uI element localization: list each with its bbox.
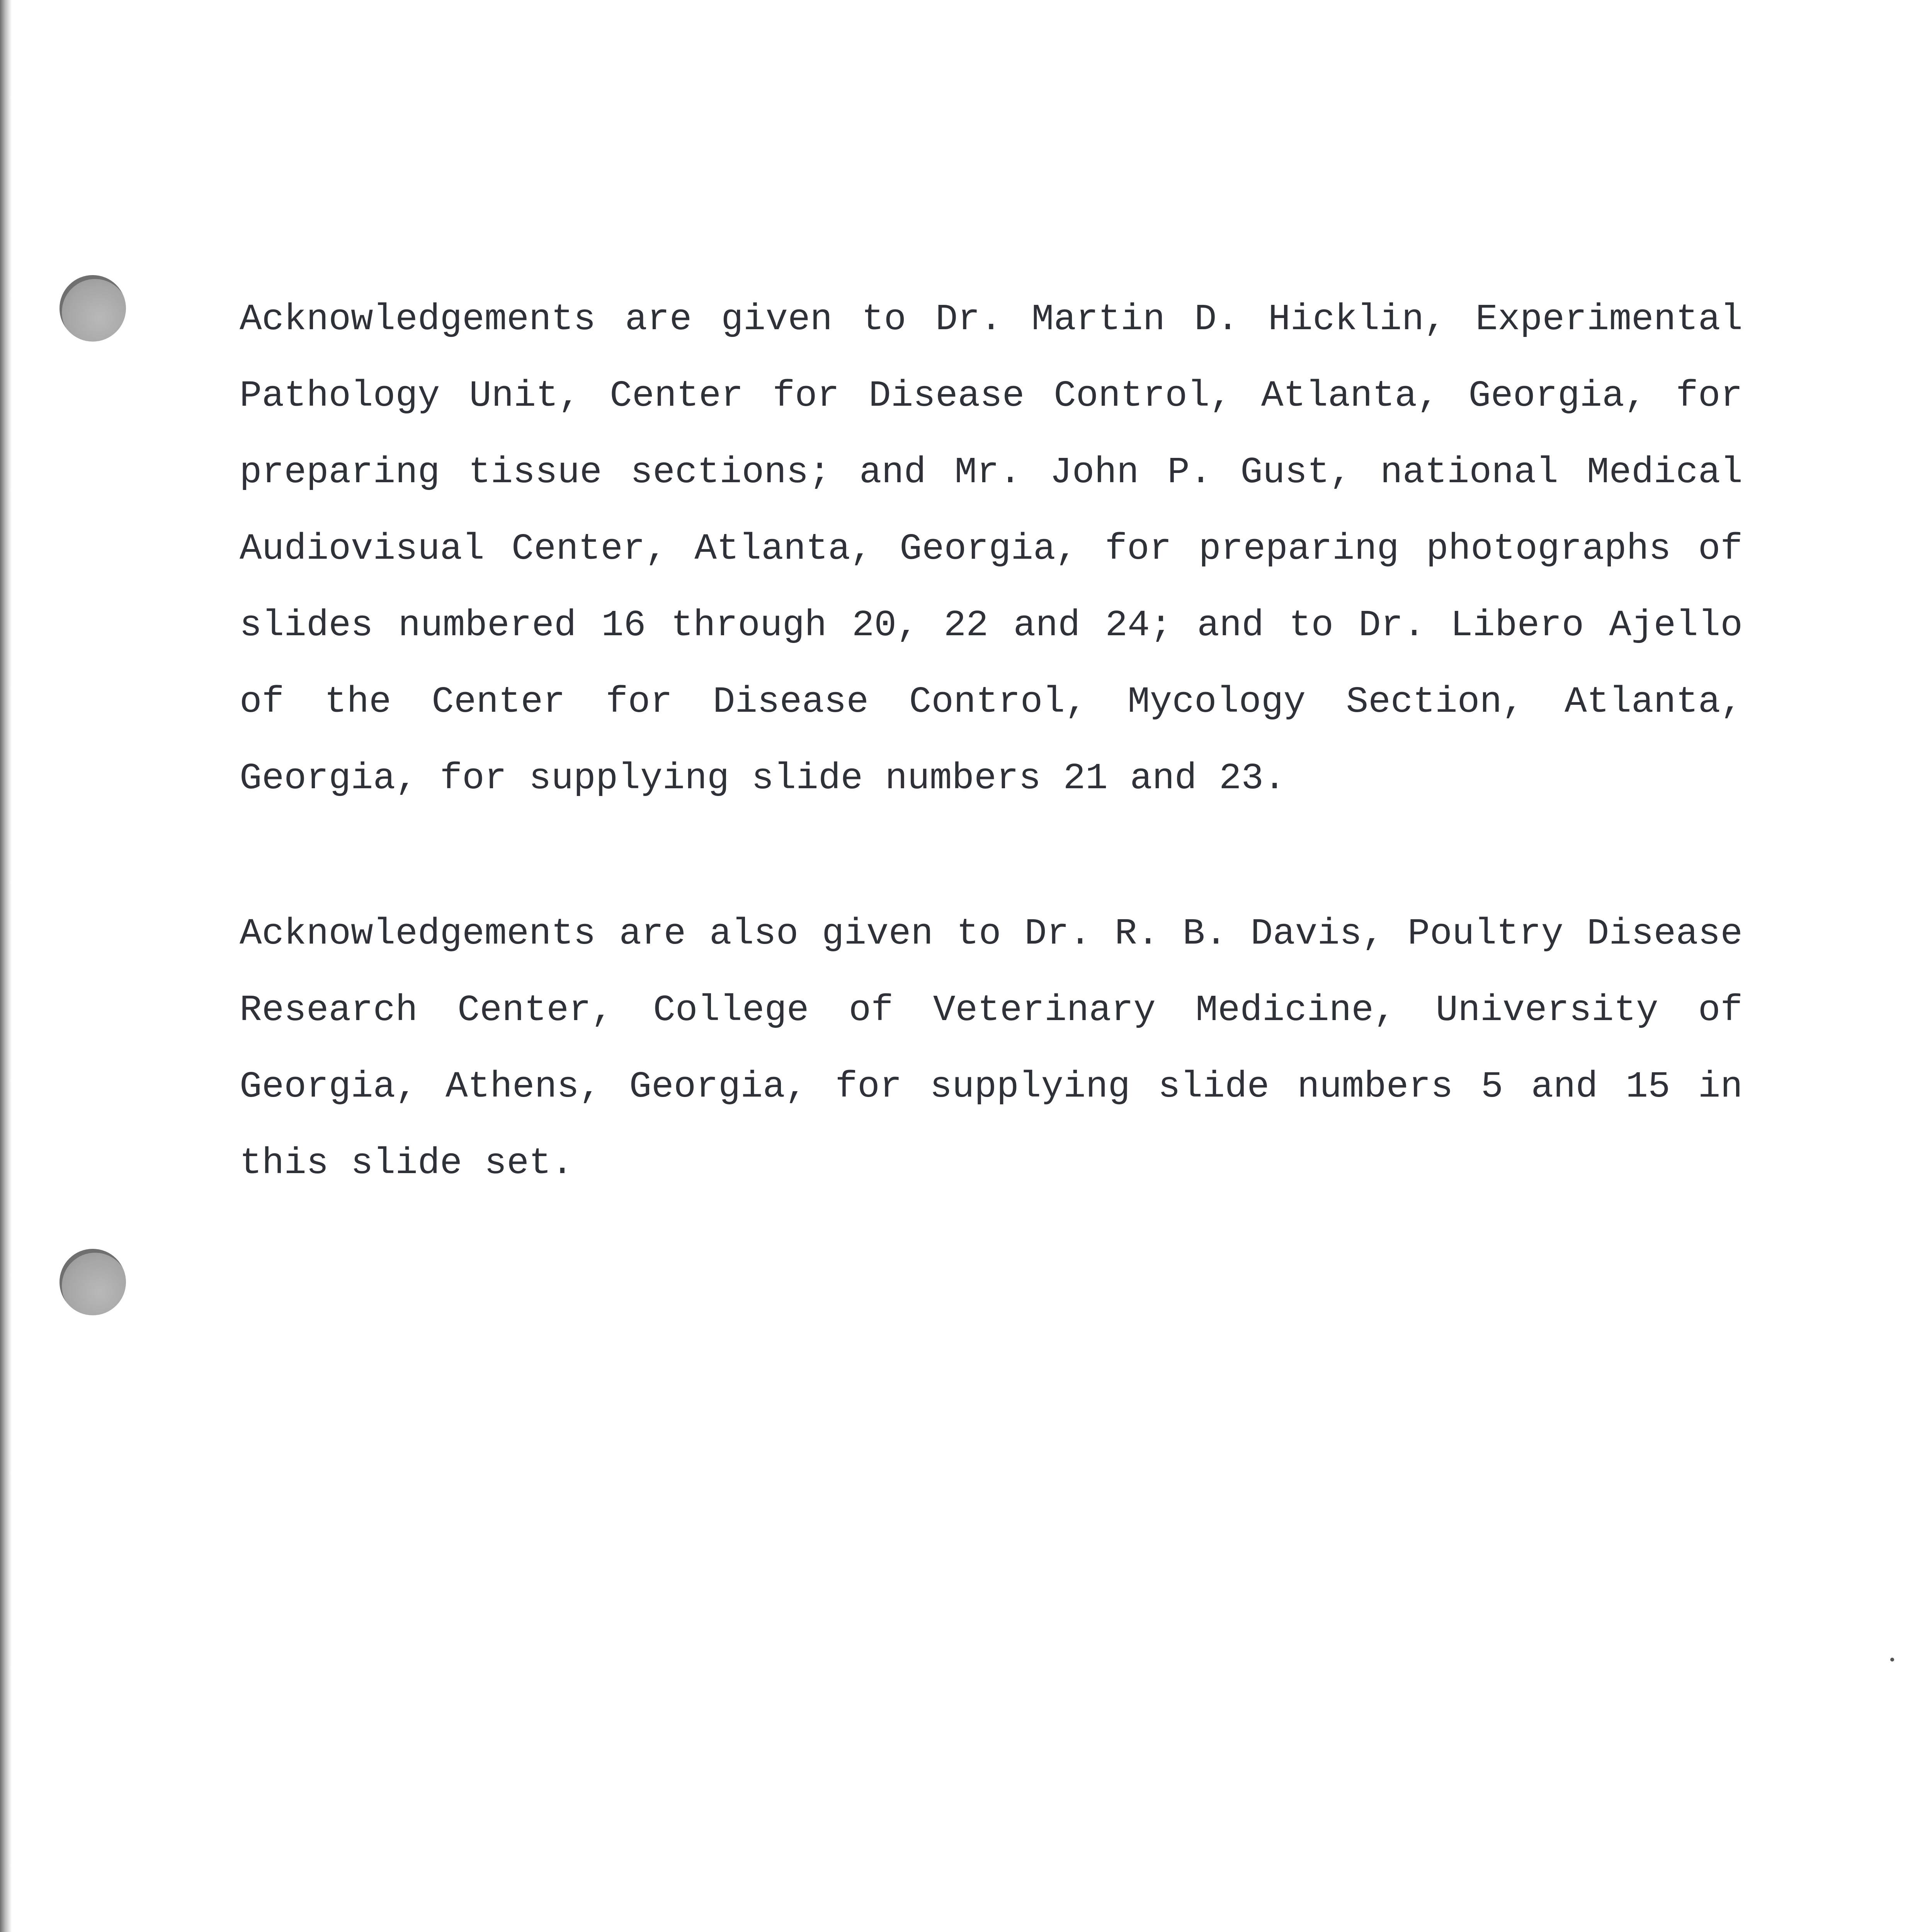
punch-hole-middle xyxy=(60,1249,126,1315)
acknowledgement-paragraph-1: Acknowledgements are given to Dr. Martin D. Hicklin, Experimental Pathology Unit, Center for Disease Control, Atlanta, Georgia, for preparing tissue sections; and Mr. John P. Gust, national Medical Audiovisual Center, Atlanta, Georgia, for preparing photographs of slides numbered 16 through 20, 22 and 24; and to Dr. Libero Ajello of the Center for Disease Control, Mycology Section, Atlanta, Georgia, for supplying slide numbers 21 and 23. xyxy=(240,298,1743,799)
punch-hole-top xyxy=(60,275,126,342)
page-left-edge-shadow xyxy=(0,0,12,1932)
scan-speck xyxy=(1890,1658,1894,1662)
acknowledgement-paragraph-2: Acknowledgements are also given to Dr. R. B. Davis, Poultry Disease Research Center, College of Veterinary Medicine, University of Georgia, Athens, Georgia, for supplying slide numbers 5 and 15 in this slide set. xyxy=(240,913,1743,1184)
